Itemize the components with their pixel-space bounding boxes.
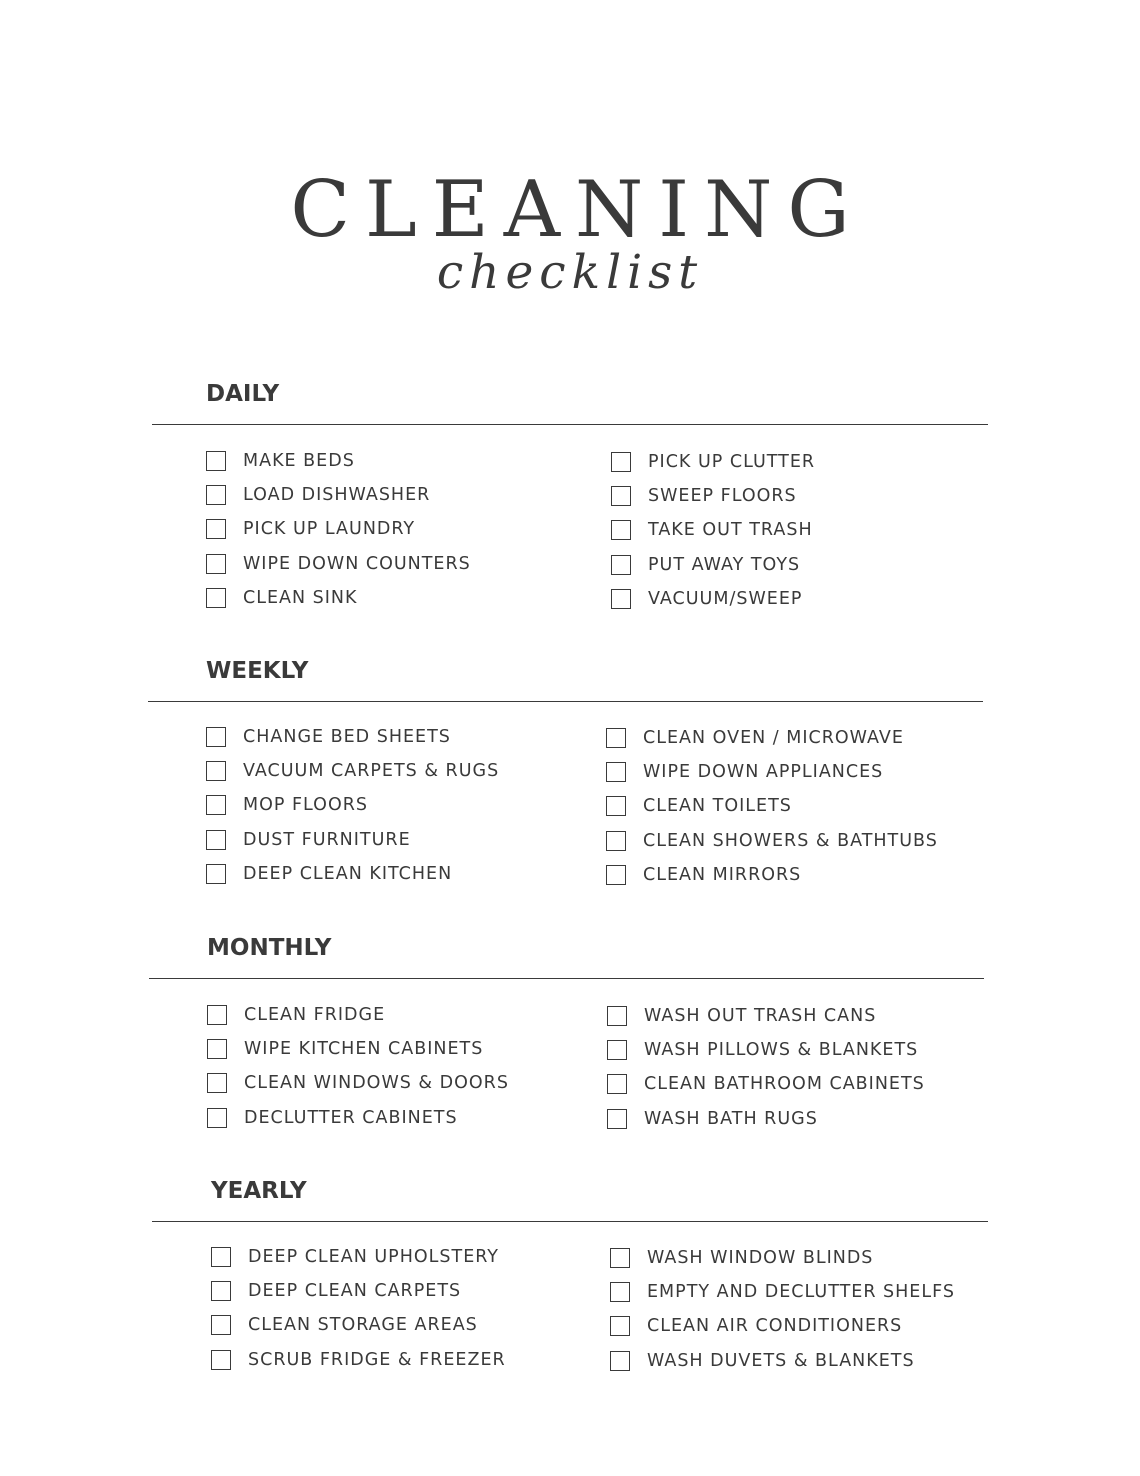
checklist-item-label: VACUUM/SWEEP <box>648 588 803 609</box>
checklist-item-label: WASH WINDOW BLINDS <box>647 1248 874 1269</box>
checkbox[interactable] <box>206 795 226 815</box>
checklist-item <box>606 721 938 755</box>
checkbox[interactable] <box>206 554 226 574</box>
checkbox[interactable] <box>206 485 226 505</box>
checklist-item <box>206 754 499 788</box>
section-divider <box>152 1221 988 1222</box>
checklist-column-right <box>610 1241 955 1378</box>
checkbox[interactable] <box>206 588 226 608</box>
checklist-item-label: CLEAN OVEN / MICROWAVE <box>643 728 904 749</box>
checklist-item <box>206 547 471 581</box>
checklist-item-label: CLEAN FRIDGE <box>244 1005 386 1026</box>
checklist-item <box>607 1102 925 1136</box>
checklist-item-label: EMPTY AND DECLUTTER SHELFS <box>647 1282 955 1303</box>
checklist-item <box>207 1101 509 1135</box>
checklist-item-label: CLEAN MIRRORS <box>643 864 802 885</box>
section-title-yearly: YEARLY <box>211 1178 307 1204</box>
page-title: CLEANING <box>290 165 865 255</box>
checkbox[interactable] <box>206 864 226 884</box>
checklist-item <box>207 998 509 1032</box>
checklist-item-label: DEEP CLEAN KITCHEN <box>243 863 453 884</box>
checkbox[interactable] <box>610 1248 630 1268</box>
checklist-column-right <box>607 999 925 1136</box>
checklist-item <box>611 479 815 513</box>
checklist-item-label: CLEAN WINDOWS & DOORS <box>244 1073 509 1094</box>
checklist-item-label: WASH DUVETS & BLANKETS <box>647 1350 915 1371</box>
checklist-item <box>611 445 815 479</box>
checkbox[interactable] <box>611 452 631 472</box>
section-divider <box>149 978 984 979</box>
checklist-item-label: MOP FLOORS <box>243 795 368 816</box>
checklist-item <box>607 999 925 1033</box>
page-subtitle: checklist <box>436 245 704 300</box>
checklist-item <box>211 1240 506 1274</box>
checklist-item <box>610 1344 955 1378</box>
checklist-item <box>611 548 815 582</box>
checklist-item-label: SWEEP FLOORS <box>648 486 797 507</box>
checklist-item-label: CLEAN TOILETS <box>643 796 792 817</box>
checklist-item <box>206 823 499 857</box>
checkbox[interactable] <box>611 589 631 609</box>
checklist-item <box>606 755 938 789</box>
checkbox[interactable] <box>211 1350 231 1370</box>
checkbox[interactable] <box>206 830 226 850</box>
checkbox[interactable] <box>606 865 626 885</box>
checkbox[interactable] <box>606 762 626 782</box>
checklist-item-label: PICK UP LAUNDRY <box>243 519 416 540</box>
checkbox[interactable] <box>606 831 626 851</box>
checklist-item <box>206 788 499 822</box>
checkbox[interactable] <box>207 1073 227 1093</box>
checklist-item <box>207 1032 509 1066</box>
checkbox[interactable] <box>610 1282 630 1302</box>
checklist-item-label: WIPE KITCHEN CABINETS <box>244 1039 484 1060</box>
checklist-column-right <box>606 721 938 892</box>
checklist-column-left <box>207 998 509 1135</box>
checkbox[interactable] <box>211 1247 231 1267</box>
section-title-monthly: MONTHLY <box>207 935 332 961</box>
checklist-item <box>206 444 471 478</box>
checklist-item-label: CLEAN SHOWERS & BATHTUBS <box>643 830 938 851</box>
checklist-item-label: LOAD DISHWASHER <box>243 485 431 506</box>
checklist-item <box>211 1274 506 1308</box>
checkbox[interactable] <box>607 1006 627 1026</box>
checklist-item-label: PUT AWAY TOYS <box>648 554 801 575</box>
checklist-item <box>211 1308 506 1342</box>
checklist-column-left <box>206 720 499 891</box>
checklist-item-label: CLEAN SINK <box>243 587 358 608</box>
checklist-item-label: CLEAN STORAGE AREAS <box>248 1315 478 1336</box>
checklist-item <box>206 581 471 615</box>
checklist-column-right <box>611 445 815 616</box>
checklist-item-label: WASH PILLOWS & BLANKETS <box>644 1040 919 1061</box>
checkbox[interactable] <box>611 555 631 575</box>
checklist-item <box>610 1241 955 1275</box>
checklist-item-label: DEEP CLEAN CARPETS <box>248 1281 462 1302</box>
checklist-item <box>207 1066 509 1100</box>
checklist-item <box>611 582 815 616</box>
checkbox[interactable] <box>207 1108 227 1128</box>
checkbox[interactable] <box>207 1039 227 1059</box>
checkbox[interactable] <box>211 1281 231 1301</box>
section-title-daily: DAILY <box>206 381 280 407</box>
checkbox[interactable] <box>207 1005 227 1025</box>
checkbox[interactable] <box>206 451 226 471</box>
checklist-item-label: DEEP CLEAN UPHOLSTERY <box>248 1247 499 1268</box>
checklist-item-label: DECLUTTER CABINETS <box>244 1107 458 1128</box>
checkbox[interactable] <box>606 796 626 816</box>
checklist-item <box>610 1309 955 1343</box>
checklist-item-label: PICK UP CLUTTER <box>648 452 816 473</box>
checklist-item-label: CLEAN AIR CONDITIONERS <box>647 1316 903 1337</box>
checkbox[interactable] <box>211 1315 231 1335</box>
checklist-item-label: WASH BATH RUGS <box>644 1108 818 1129</box>
checklist-item-label: WASH OUT TRASH CANS <box>644 1006 877 1027</box>
checklist-item <box>606 789 938 823</box>
checkbox[interactable] <box>611 520 631 540</box>
checklist-item <box>610 1275 955 1309</box>
checkbox[interactable] <box>607 1040 627 1060</box>
checkbox[interactable] <box>206 761 226 781</box>
checkbox[interactable] <box>610 1351 630 1371</box>
checklist-item-label: VACUUM CARPETS & RUGS <box>243 761 500 782</box>
checklist-item-label: MAKE BEDS <box>243 451 355 472</box>
checklist-item <box>206 720 499 754</box>
checklist-item <box>611 513 815 547</box>
checklist-item-label: DUST FURNITURE <box>243 829 411 850</box>
section-divider <box>152 424 988 425</box>
checkbox[interactable] <box>607 1074 627 1094</box>
checklist-item <box>211 1343 506 1377</box>
checklist-item <box>606 858 938 892</box>
checklist-item-label: SCRUB FRIDGE & FREEZER <box>248 1349 506 1370</box>
checkbox[interactable] <box>206 727 226 747</box>
checklist-item <box>206 478 471 512</box>
checkbox[interactable] <box>206 519 226 539</box>
section-title-weekly: WEEKLY <box>206 658 309 684</box>
checklist-item-label: CLEAN BATHROOM CABINETS <box>644 1074 925 1095</box>
checkbox[interactable] <box>606 728 626 748</box>
checklist-item <box>206 512 471 546</box>
checklist-item <box>606 824 938 858</box>
checklist-item-label: CHANGE BED SHEETS <box>243 727 451 748</box>
checklist-column-left <box>206 444 471 615</box>
checklist-item-label: TAKE OUT TRASH <box>648 520 813 541</box>
checklist-item <box>206 857 499 891</box>
checklist-item-label: WIPE DOWN COUNTERS <box>243 553 471 574</box>
checkbox[interactable] <box>607 1109 627 1129</box>
checkbox[interactable] <box>610 1316 630 1336</box>
checklist-item <box>607 1067 925 1101</box>
section-divider <box>148 701 983 702</box>
checkbox[interactable] <box>611 486 631 506</box>
checklist-column-left <box>211 1240 506 1377</box>
checklist-item <box>607 1033 925 1067</box>
checklist-item-label: WIPE DOWN APPLIANCES <box>643 762 884 783</box>
